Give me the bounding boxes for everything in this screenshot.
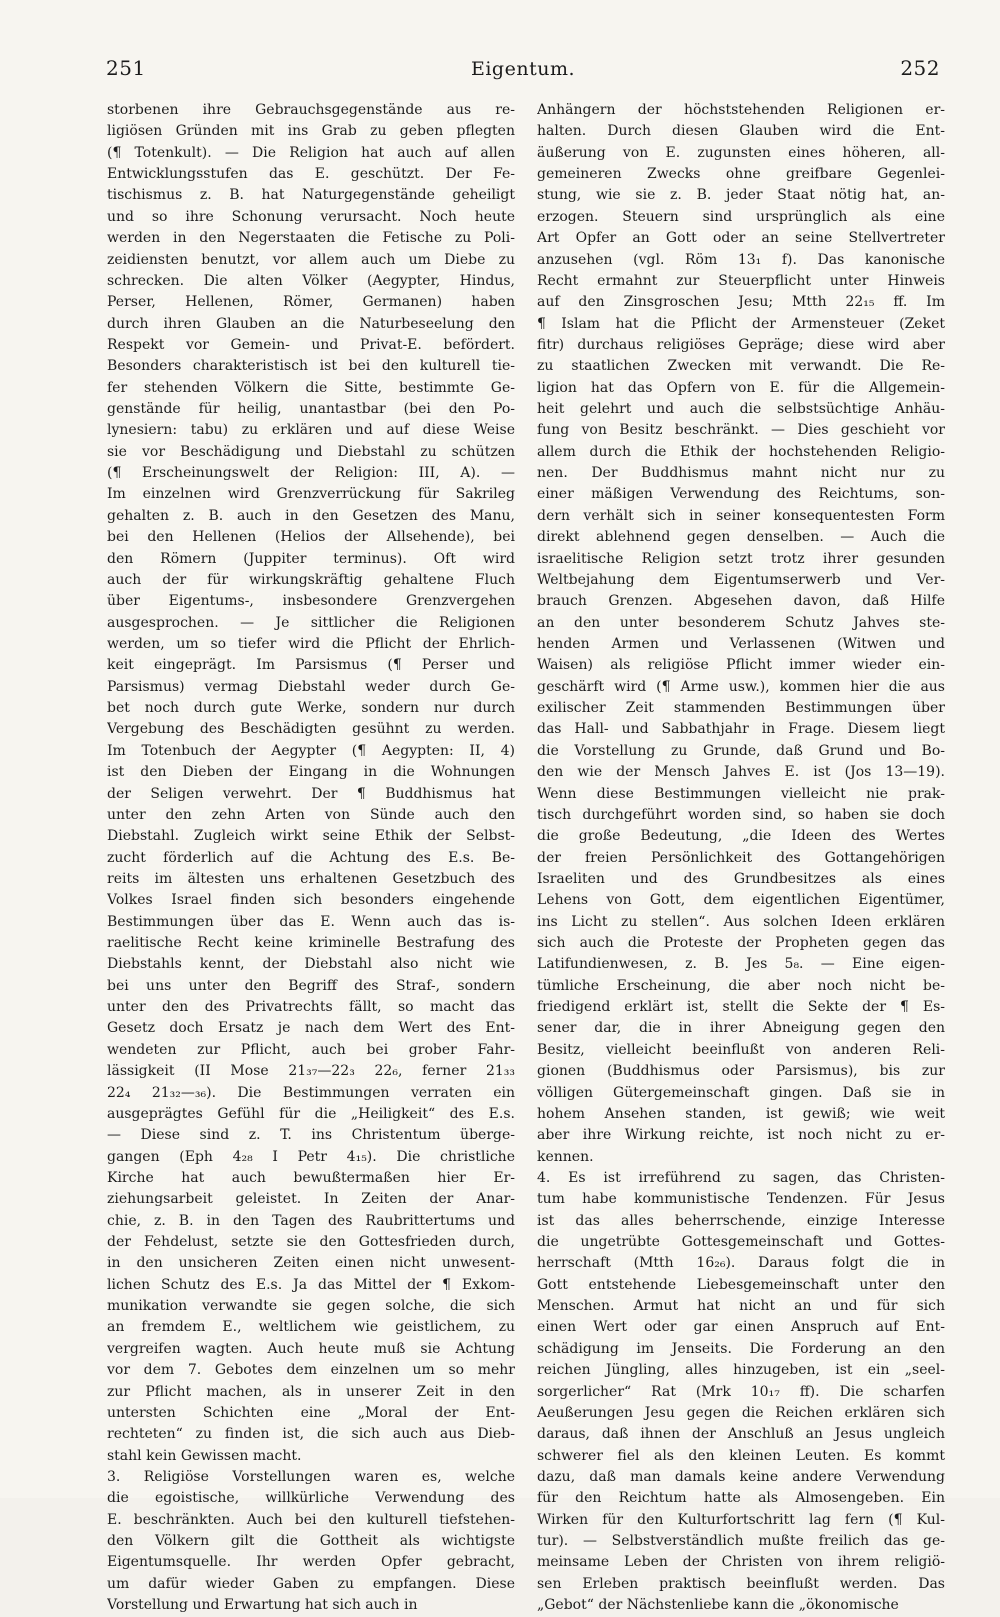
text-line: daraus, daß ihnen der Anschluß an Jesus ungleich [537,1426,945,1443]
text-line: die große Bedeutung, „die Ideen des Wertes [537,828,945,845]
text-line: Lehens von Gott, dem eigentlichen Eigentümer, [537,892,945,909]
text-line: ins Licht zu stellen“. Aus solchen Ideen erklären [537,913,945,930]
text-line: ist den Dieben der Eingang in die Wohnungen [107,764,515,781]
text-line: das Hall- und Sabbathjahr in Frage. Diesem liegt [537,721,945,738]
text-line: aber ihre Wirkung reichte, ist noch nicht zu er- [537,1127,945,1144]
text-line: kennen. [537,1148,594,1165]
text-line: Art Opfer an Gott oder an seine Stellvertreter [537,230,945,247]
text-line: storbenen ihre Gebrauchsgegenstände aus re- [107,102,515,118]
text-line: untersten Schichten eine „Moral der Ent- [107,1404,515,1421]
text-line: friedigend erklärt ist, stellt die Sekte der ¶ Es- [537,999,945,1016]
text-line: Anhängern der höchststehenden Religionen er- [537,102,945,118]
text-line: chie, z. B. in den Tagen des Raubrittertums und [107,1212,515,1229]
text-line: sener dar, die in ihrer Abneigung gegen den [537,1020,945,1037]
text-line: stung, wie sie z. B. jeder Staat nötig hat, an- [537,187,945,204]
text-line: tisch durchgeführt worden sind, so haben sie doch [537,806,945,823]
text-line: E. beschränkten. Auch bei den kulturell tiefstehen- [107,1511,515,1528]
text-line: gemeineren Zwecks ohne greifbare Gegenlei- [537,166,945,183]
left-page-number: 251 [106,56,146,80]
text-line: sie vor Beschädigung und Diebstahl zu schützen [107,443,515,460]
text-line: den wie der Mensch Jahves E. ist (Jos 13—19). [537,764,945,781]
text-line: tümliche Erscheinung, die aber noch nicht be- [537,977,945,994]
text-line: — Diese sind z. T. ins Christentum überge- [107,1127,515,1144]
text-line: halten. Durch diesen Glauben wird die Ent- [537,123,945,140]
text-line: allem durch die Ethik der hochstehenden Religio- [537,443,945,460]
text-line: an fremdem E., weltlichem wie geistlichem, zu [107,1319,515,1336]
text-line: unter den zehn Arten von Sünde auch den [107,806,515,823]
text-line: 22₄ 21₃₂—₃₆). Die Bestimmungen verraten ein [107,1084,515,1101]
text-line: reichen Jüngling, alles hinzugeben, ist ein „seel- [537,1362,945,1379]
text-line: Recht ermahnt zur Steuerpflicht unter Hinweis [537,272,945,289]
text-line: Entwicklungsstufen das E. geschützt. Der Fe- [107,166,515,183]
text-line: völligen Gütergemeinschaft gingen. Daß sie in [537,1084,945,1101]
text-line: ziehungsarbeit geleistet. In Zeiten der Anar- [107,1191,515,1208]
text-line: lynesiern: tabu) zu erklären und auf diese Weise [107,422,515,439]
page-header [106,56,940,90]
text-line: tum habe kommunistische Tendenzen. Für Jesus [537,1191,945,1208]
text-line: Aeußerungen Jesu gegen die Reichen erklären sich [537,1404,945,1421]
text-line: die ungetrübte Gottesgemeinschaft und Gottes- [537,1234,945,1251]
text-line: Diebstahls kennt, der Diebstahl also nicht wie [107,956,515,973]
text-line: Im Totenbuch der Aegypter (¶ Aegypten: II, 4) [107,742,515,759]
text-line: ligiösen Gründen mit ins Grab zu geben pflegten [107,123,515,140]
right-text-column [537,100,945,1617]
text-line: Bestimmungen über das E. Wenn auch das is- [107,913,515,930]
text-line: Wenn diese Bestimmungen vielleicht nie prak- [537,785,945,802]
text-line: an den unter besonderem Schutz Jahves ste- [537,614,945,631]
text-line: auch der für wirkungskräftig gehaltene Fluch [107,571,515,588]
text-line: die Vorstellung zu Grunde, daß Grund und Bo- [537,742,945,759]
page-title: Eigentum. [470,58,576,80]
text-line: keit eingeprägt. Im Parsismus (¶ Perser und [107,657,515,674]
text-line: Menschen. Armut hat nicht an und für sich [537,1298,945,1315]
text-line: gangen (Eph 4₂₈ I Petr 4₁₅). Die christliche [107,1148,515,1165]
left-text-column [107,100,515,1617]
text-line: über Eigentums-, insbesondere Grenzvergehen [107,593,515,610]
text-line: ligion hat das Opfern von E. für die Allgemein- [537,379,945,396]
text-line: munikation verwandte sie gegen solche, die sich [107,1298,515,1315]
text-line: „Gebot“ der Nächstenliebe kann die „ökonomische [537,1597,899,1614]
text-line: ausgeprägtes Gefühl für die „Heiligkeit“ des E.s. [107,1105,515,1122]
text-line: bet noch durch gute Werke, sondern nur durch [107,700,515,717]
text-line: Gott entstehende Liebesgemeinschaft unter den [537,1276,945,1293]
text-line: rechteten“ zu finden ist, die sich auch aus Dieb- [107,1426,515,1443]
text-line: Volkes Israel finden sich besonders eingehende [107,892,515,909]
text-line: brauch Grenzen. Abgesehen davon, daß Hilfe [537,593,945,610]
text-line: werden, um so tiefer wird die Pflicht der Ehrlich- [107,635,515,652]
text-line: zucht förderlich auf die Achtung des E.s. Be- [107,849,515,866]
text-line: fung von Besitz beschränkt. — Dies geschieht vor [537,422,945,439]
text-line: heit gelehrt und auch die selbstsüchtige Anhäu- [537,401,945,418]
text-line: schwerer fiel als den kleinen Leuten. Es kommt [537,1447,945,1464]
text-line: sorgerlicher“ Rat (Mrk 10₁₇ ff). Die scharfen [537,1383,945,1400]
text-line: vergreifen wagten. Auch heute muß sie Achtung [107,1340,515,1357]
text-line: 3. Religiöse Vorstellungen waren es, welche [107,1469,515,1485]
text-line: zur Pflicht machen, als in unserer Zeit in den [107,1383,515,1400]
text-line: um dafür wieder Gaben zu empfangen. Diese [107,1575,515,1592]
text-line: Latifundienwesen, z. B. Jes 5₈. — Eine eigen- [537,956,945,973]
text-line: ist das alles beherrschende, einzige Interesse [537,1212,945,1229]
text-line: den Römern (Juppiter terminus). Oft wird [107,550,515,567]
text-line: einer mäßigen Verwendung des Reichtums, son- [537,486,945,503]
text-line: auf den Zinsgroschen Jesu; Mtth 22₁₅ ff. Im [537,294,945,311]
text-line: ausgesprochen. — Je sittlicher die Religionen [107,614,515,631]
text-line: fer stehenden Völkern die Sitte, bestimmte Ge- [107,379,515,396]
text-line: Kirche hat auch bewußtermaßen hier Er- [107,1169,515,1186]
text-line: Parsismus) vermag Diebstahl weder durch Ge- [107,678,515,695]
text-line: Vorstellung und Erwartung hat sich auch in [107,1597,418,1614]
text-line: meinsame Leben der Christen von ihrem religiö- [537,1554,945,1571]
text-line: reits im ältesten uns erhaltenen Gesetzbuch des [107,870,515,887]
text-line: lichen Schutz des E.s. Ja das Mittel der ¶ Exkom- [107,1276,515,1293]
text-line: Im einzelnen wird Grenzverrückung für Sakrileg [107,486,515,503]
text-line: dazu, daß man damals keine andere Verwendung [537,1469,945,1485]
text-line: geschärft wird (¶ Arme usw.), kommen hier die aus [537,678,945,695]
text-line: hohem Ansehen standen, ist gewiß; wie weit [537,1105,945,1122]
text-line: nen. Der Buddhismus mahnt nicht nur zu [537,465,945,482]
text-line: tur). — Selbstverständlich mußte freilich das ge- [537,1533,945,1550]
text-line: äußerung von E. zugunsten eines höheren, all- [537,144,945,161]
text-line: (¶ Erscheinungswelt der Religion: III, A). — [107,465,515,482]
text-line: stahl kein Gewissen macht. [107,1447,302,1464]
text-line: dern verhält sich in seiner konsequentesten Form [537,507,945,524]
text-line: lässigkeit (II Mose 21₃₇—22₃ 22₆, ferner 21₃₃ [107,1063,515,1080]
text-line: 4. Es ist irreführend zu sagen, das Christen- [537,1169,945,1186]
text-line: der Fehdelust, setzte sie den Gottesfrieden durch, [107,1234,515,1251]
text-line: Waisen) als religiöse Pflicht immer wieder ein- [537,657,945,674]
text-line: tischismus z. B. hat Naturgegenstände geheiligt [107,187,515,204]
text-line: Vergebung des Beschädigten gesühnt zu werden. [107,721,515,738]
text-line: die egoistische, willkürliche Verwendung des [107,1490,515,1507]
text-line: Wirken für den Kulturfortschritt lag fern (¶ Kul- [537,1511,945,1528]
text-line: Besitz, vielleicht beeinflußt von anderen Reli- [537,1041,945,1058]
text-line: zu staatlichen Zwecken mit verwandt. Die Re- [537,358,945,375]
text-line: raelitische Recht keine kriminelle Bestrafung des [107,935,515,952]
text-line: henden Armen und Verlassenen (Witwen und [537,635,945,652]
text-line: herrschaft (Mtth 16₂₆). Daraus folgt die in [537,1255,945,1272]
text-line: (¶ Totenkult). — Die Religion hat auch auf allen [107,144,515,161]
text-line: der Seligen verwehrt. Der ¶ Buddhismus hat [107,785,515,802]
text-line: durch ihren Glauben an die Naturbeseelung den [107,315,515,332]
text-line: für den Reichtum hatte als Almosengeben. Ein [537,1490,945,1507]
text-line: Weltbejahung dem Eigentumserwerb und Ver- [537,571,945,588]
right-page-number: 252 [900,56,940,80]
text-line: exilischer Zeit stammenden Bestimmungen über [537,700,945,717]
text-line: unter den des Privatrechts fällt, so macht das [107,999,515,1016]
text-line: Eigentumsquelle. Ihr werden Opfer gebracht, [107,1554,515,1571]
text-line: fitr) durchaus religiöses Gepräge; diese wird aber [537,336,945,353]
text-line: bei den Hellenen (Helios der Allsehende), bei [107,529,515,546]
text-line: gehalten z. B. auch in den Gesetzen des Manu, [107,507,515,524]
text-line: schädigung im Jenseits. Die Forderung an den [537,1340,945,1357]
text-line: sich auch die Proteste der Propheten gegen das [537,935,945,952]
text-line: genstände für heilig, unantastbar (bei den Po- [107,401,515,418]
text-line: Diebstahl. Zugleich wirkt seine Ethik der Selbst- [107,828,515,845]
text-line: direkt ablehnend gegen denselben. — Auch die [537,529,945,546]
text-line: schrecken. Die alten Völker (Aegypter, Hindus, [107,272,515,289]
text-line: Besonders charakteristisch ist bei den kulturell tie- [107,358,515,375]
text-line: vor dem 7. Gebotes dem einzelnen um so mehr [107,1362,515,1379]
text-line: und so ihre Schonung verursacht. Noch heute [107,208,515,225]
text-line: Gesetz doch Ersatz je nach dem Wert des Ent- [107,1020,515,1037]
text-line: Perser, Hellenen, Römer, Germanen) haben [107,294,515,311]
text-line: zeidiensten benutzt, vor allem auch um Diebe zu [107,251,515,268]
text-line: israelitische Religion setzt trotz ihrer gesunden [537,550,945,567]
text-line: Israeliten und des Grundbesitzes als eines [537,870,945,887]
text-line: erzogen. Steuern sind ursprünglich als eine [537,208,945,225]
text-line: den Völkern gilt die Gottheit als wichtigste [107,1533,515,1550]
text-line: wendeten zur Pflicht, auch bei grober Fahr- [107,1041,515,1058]
text-line: werden in den Negerstaaten die Fetische zu Poli- [107,230,515,247]
text-line: bei uns unter den Begriff des Straf-, sondern [107,977,515,994]
text-line: Respekt vor Gemein- und Privat-E. befördert. [107,336,515,353]
text-line: anzusehen (vgl. Röm 13₁ f). Das kanonische [537,251,945,268]
text-line: in den unsicheren Zeiten einen nicht unwesent- [107,1255,515,1272]
text-line: gionen (Buddhismus oder Parsismus), bis zur [537,1063,945,1080]
text-line: sen Erleben praktisch beeinflußt werden. Das [537,1575,945,1592]
text-line: ¶ Islam hat die Pflicht der Armensteuer (Zeket [537,315,945,332]
text-line: einen Wert oder gar einen Anspruch auf Ent- [537,1319,945,1336]
text-line: der freien Persönlichkeit des Gottangehörigen [537,849,945,866]
